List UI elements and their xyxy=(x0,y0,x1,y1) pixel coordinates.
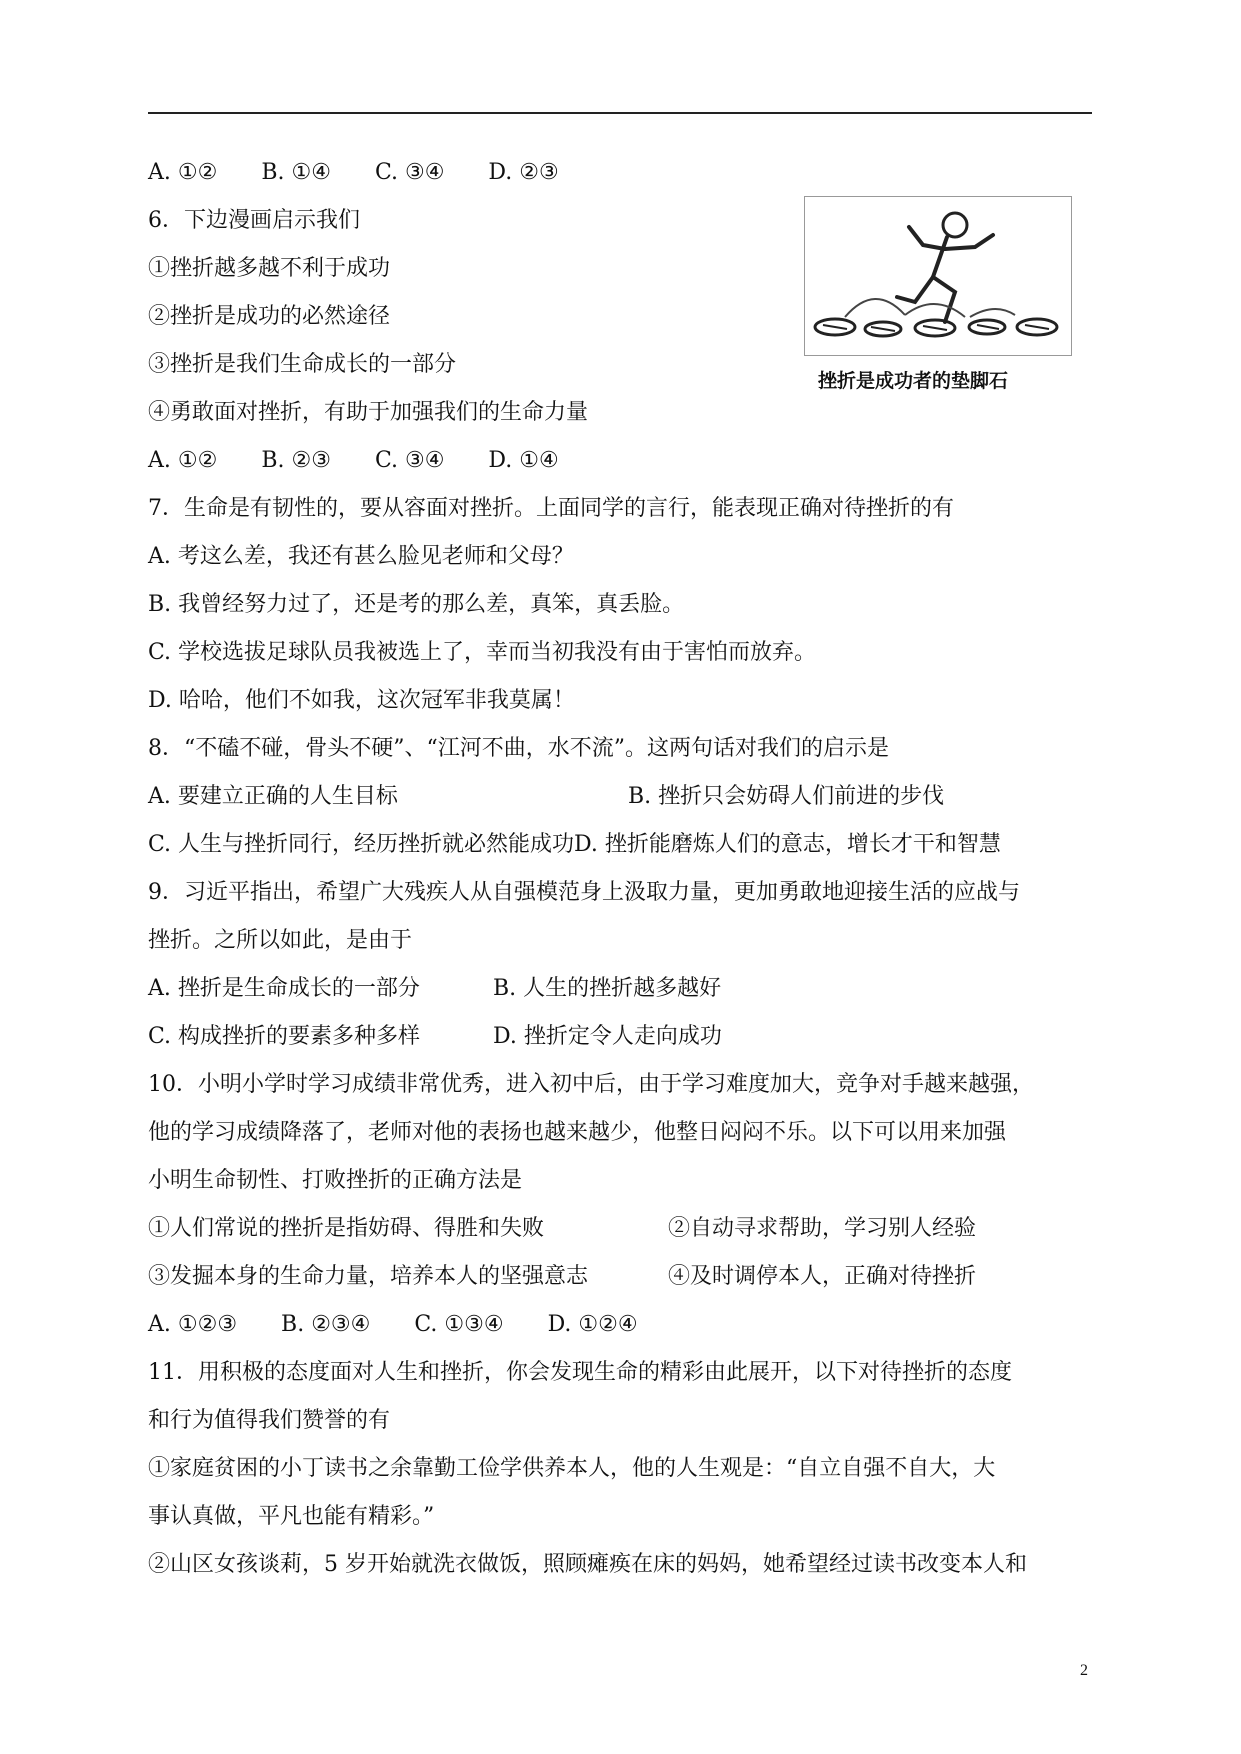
option: D. 哈哈，他们不如我，这次冠军非我莫属！ xyxy=(148,688,575,713)
q9-options-row1 xyxy=(148,974,721,1004)
q6-options xyxy=(148,446,603,476)
statement: ①挫折越多越不利于成功 xyxy=(148,256,391,281)
question-11-stem: 11．用积极的态度面对人生和挫折，你会发现生命的精彩由此展开，以下对待挫折的态度 xyxy=(148,1360,1012,1385)
option: C. ③④ xyxy=(374,160,445,185)
option: D. ②③ xyxy=(488,160,559,185)
option: A. 考这么差，我还有甚么脸见老师和父母？ xyxy=(148,544,574,569)
option: B. 挫折只会妨碍人们前进的步伐 xyxy=(628,784,945,809)
statement: ②挫折是成功的必然途径 xyxy=(148,304,391,329)
cartoon-figure xyxy=(804,196,1072,393)
q8-options-row1 xyxy=(148,782,944,812)
question-8-stem: 8．“不磕不碰，骨头不硬”、“江河不曲，水不流”。这两句话对我们的启示是 xyxy=(148,736,889,761)
statement: ③挫折是我们生命成长的一部分 xyxy=(148,352,457,377)
question-9-stem-cont: 挫折。之所以如此，是由于 xyxy=(148,928,413,953)
q8-options-row2 xyxy=(148,830,1001,860)
option: A. ①② xyxy=(148,160,218,185)
option: C. 学校选拔足球队员我被选上了，幸而当初我没有由于害怕而放弃。 xyxy=(148,640,817,665)
header-rule xyxy=(148,112,1092,114)
option: C. ③④ xyxy=(374,448,445,473)
option: A. 要建立正确的人生目标 xyxy=(148,784,398,809)
option: D. 挫折定令人走向成功 xyxy=(493,1024,722,1049)
statement: ①人们常说的挫折是指妨碍、得胜和失败 xyxy=(148,1216,545,1241)
question-7-stem: 7．生命是有韧性的，要从容面对挫折。上面同学的言行，能表现正确对待挫折的有 xyxy=(148,496,954,521)
statement-cont: 事认真做，平凡也能有精彩。” xyxy=(148,1504,435,1529)
option: B. 我曾经努力过了，还是考的那么差，真笨，真丢脸。 xyxy=(148,592,685,617)
question-6-stem: 6．下边漫画启示我们 xyxy=(148,208,360,233)
option: C. 人生与挫折同行，经历挫折就必然能成功 xyxy=(148,832,575,857)
option: B. ②③ xyxy=(261,448,331,473)
option: A. ①②③ xyxy=(148,1312,238,1337)
option: B. ①④ xyxy=(261,160,331,185)
page-number: 2 xyxy=(1080,1662,1088,1679)
cartoon-image xyxy=(804,196,1072,356)
q10-options xyxy=(148,1310,682,1340)
question-10-stem-cont: 小明生命韧性、打败挫折的正确方法是 xyxy=(148,1168,523,1193)
question-11-stem-cont: 和行为值得我们赞誉的有 xyxy=(148,1408,391,1433)
statement: ①家庭贫困的小丁读书之余靠勤工俭学供养本人，他的人生观是：“自立自强不自大，大 xyxy=(148,1456,996,1481)
option: B. 人生的挫折越多越好 xyxy=(493,976,722,1001)
option: D. ①②④ xyxy=(547,1312,638,1337)
statement: ②山区女孩谈莉，5 岁开始就洗衣做饭，照顾瘫痪在床的妈妈，她希望经过读书改变本人和 xyxy=(148,1552,1027,1577)
option: B. ②③④ xyxy=(281,1312,371,1337)
question-9-stem: 9．习近平指出，希望广大残疾人从自强模范身上汲取力量，更加勇敢地迎接生活的应战与 xyxy=(148,880,1021,905)
option: A. 挫折是生命成长的一部分 xyxy=(148,976,420,1001)
figure-caption: 挫折是成功者的垫脚石 xyxy=(818,370,1009,392)
option: C. 构成挫折的要素多种多样 xyxy=(148,1024,421,1049)
question-10-stem-cont: 他的学习成绩降落了，老师对他的表扬也越来越少，他整日闷闷不乐。以下可以用来加强 xyxy=(148,1120,1007,1145)
q10-statements-row1 xyxy=(148,1214,976,1244)
statement: ②自动寻求帮助，学习别人经验 xyxy=(668,1216,977,1241)
q9-options-row2 xyxy=(148,1022,722,1052)
option: C. ①③④ xyxy=(414,1312,504,1337)
statement: ③发掘本身的生命力量，培养本人的坚强意志 xyxy=(148,1264,589,1289)
option: D. 挫折能磨炼人们的意志，增长才干和智慧 xyxy=(574,832,1001,857)
statement: ④勇敢面对挫折，有助于加强我们的生命力量 xyxy=(148,400,589,425)
q10-statements-row2 xyxy=(148,1262,976,1292)
question-10-stem: 10．小明小学时学习成绩非常优秀，进入初中后，由于学习难度加大，竞争对手越来越强， xyxy=(148,1072,1034,1097)
q5-options xyxy=(148,158,603,188)
option: D. ①④ xyxy=(488,448,559,473)
statement: ④及时调停本人，正确对待挫折 xyxy=(668,1264,977,1289)
option: A. ①② xyxy=(148,448,218,473)
